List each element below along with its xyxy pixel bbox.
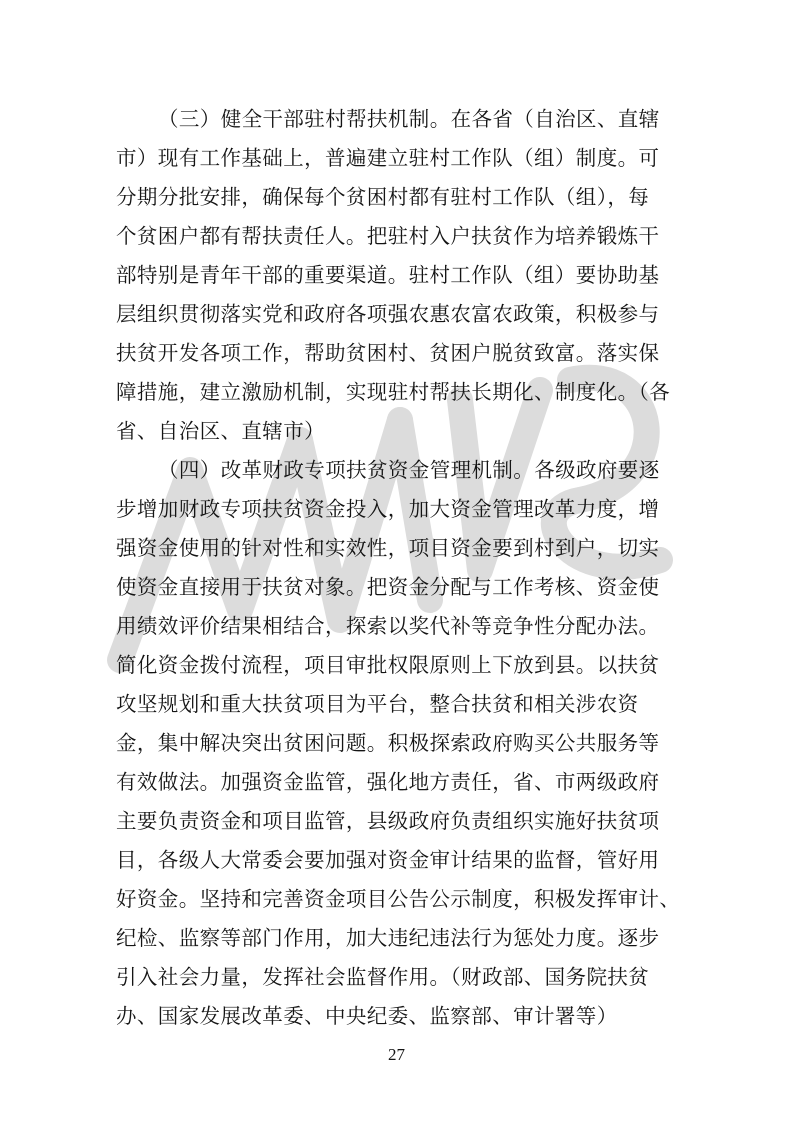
text-line: 引入社会力量，发挥社会监督作用。（财政部、国务院扶贫: [116, 965, 650, 989]
page-number: 27: [388, 1045, 405, 1064]
text-line: 分期分批安排，确保每个贫困村都有驻村工作队（组），每: [116, 185, 650, 209]
text-line: 办、国家发展改革委、中央纪委、监察部、审计署等）: [116, 1004, 618, 1028]
text-line: 障措施，建立激励机制，实现驻村帮扶长期化、制度化。（各: [116, 380, 671, 404]
text-line: 层组织贯彻落实党和政府各项强农惠农富农政策，积极参与: [116, 302, 660, 326]
text-line: 用绩效评价结果相结合，探索以奖代补等竞争性分配办法。: [116, 614, 660, 638]
text-line: 目，各级人大常委会要加强对资金审计结果的监督，管好用: [116, 848, 660, 872]
text-line: 省、自治区、直辖市）: [116, 419, 325, 443]
text-line: 好资金。坚持和完善资金项目公告公示制度，积极发挥审计、: [116, 887, 681, 911]
text-line: 纪检、监察等部门作用，加大违纪违法行为惩处力度。逐步: [116, 926, 660, 950]
text-line: 部特别是青年干部的重要渠道。驻村工作队（组）要协助基: [116, 263, 660, 287]
text-line: 强资金使用的针对性和实效性，项目资金要到村到户，切实: [116, 536, 660, 560]
text-line: 市）现有工作基础上，普遍建立驻村工作队（组）制度。可: [116, 146, 660, 170]
text-line: 步增加财政专项扶贫资金投入，加大资金管理改革力度，增: [116, 497, 660, 521]
document-body: [116, 100, 686, 1036]
text-line: 扶贫开发各项工作，帮助贫困村、贫困户脱贫致富。落实保: [116, 341, 660, 365]
text-line: 攻坚规划和重大扶贫项目为平台，整合扶贫和相关涉农资: [116, 692, 639, 716]
text-line: 使资金直接用于扶贫对象。把资金分配与工作考核、资金使: [116, 575, 660, 599]
paragraph-3-heading-line: （三）健全干部驻村帮扶机制。在各省（自治区、直辖: [158, 107, 660, 131]
paragraph-4-heading-line: （四）改革财政专项扶贫资金管理机制。各级政府要逐: [158, 458, 660, 482]
text-line: 简化资金拨付流程，项目审批权限原则上下放到县。以扶贫: [116, 653, 660, 677]
text-line: 个贫困户都有帮扶责任人。把驻村入户扶贫作为培养锻炼干: [116, 224, 660, 248]
text-line: 金，集中解决突出贫困问题。积极探索政府购买公共服务等: [116, 731, 660, 755]
text-line: 有效做法。加强资金监管，强化地方责任，省、市两级政府: [116, 770, 660, 794]
text-line: 主要负责资金和项目监管，县级政府负责组织实施好扶贫项: [116, 809, 660, 833]
